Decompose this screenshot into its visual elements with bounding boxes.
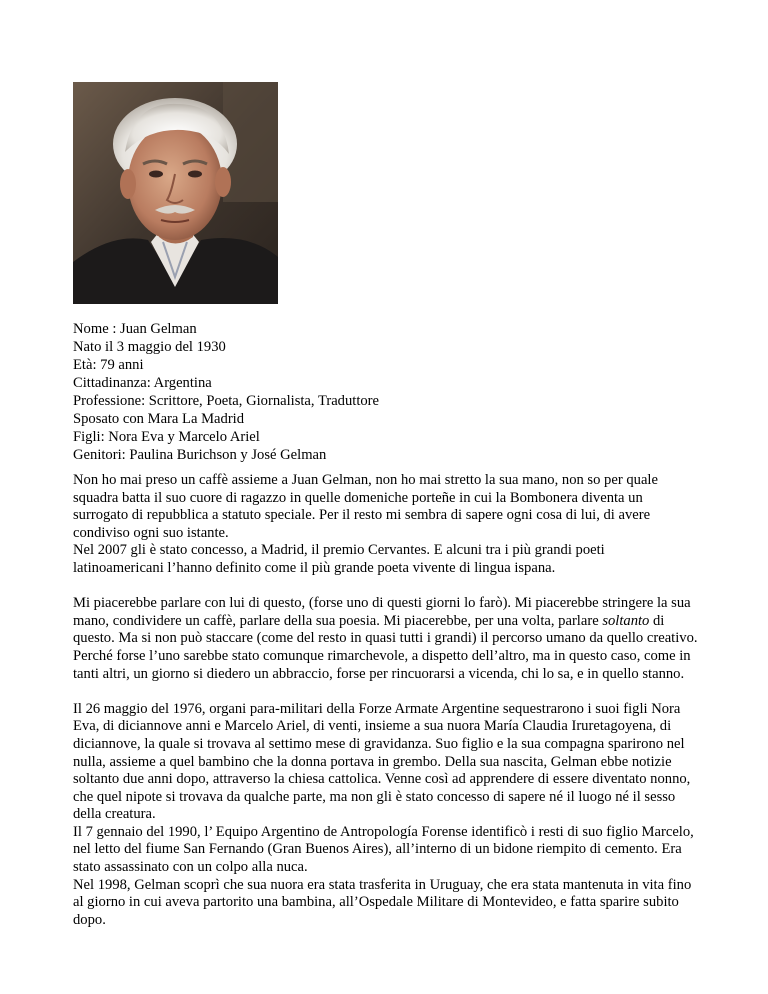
profile-profession: Professione: Scrittore, Poeta, Giornalista, Traduttore: [73, 393, 380, 409]
profile-info: [73, 320, 693, 464]
portrait-photo: [73, 82, 278, 304]
paragraph-intro: Non ho mai preso un caffè assieme a Juan Gelman, non ho mai stretto la sua mano, non so per quale squadra batta il suo cuore di ragazzo in quelle domeniche porteñe in cui la Bombonera diventa un surrogato di repubblica a statuto speciale. Per il resto mi sembra di sapere ogni cosa di lui, di avere condiviso ogni suo istante.: [73, 472, 658, 541]
profile-name: Nome : Juan Gelman: [73, 321, 197, 337]
profile-spouse: Sposato con Mara La Madrid: [73, 411, 245, 427]
paragraph-cervantes: Nel 2007 gli è stato concesso, a Madrid, il premio Cervantes. E alcuni tra i più grandi poeti latinoamericani l’hanno definito come il più grande poeta vivente di lingua ispana.: [73, 542, 605, 576]
paragraph-remains: Il 7 gennaio del 1990, l’ Equipo Argentino de Antropología Forense identificò i resti di suo figlio Marcelo, nel letto del fiume San Fernando (Gran Buenos Aires), all’interno di un bidone riempito di cemento. Era stato assassinato con un colpo alla nuca.: [73, 823, 694, 876]
profile-age: Età: 79 anni: [73, 357, 144, 373]
profile-parents: Genitori: Paulina Burichson y José Gelman: [73, 447, 327, 463]
profile-citizenship: Cittadinanza: Argentina: [73, 375, 212, 391]
emphasis-soltanto: soltanto: [602, 612, 650, 629]
article-body: [73, 472, 699, 929]
profile-birth: Nato il 3 maggio del 1930: [73, 339, 226, 355]
profile-children: Figli: Nora Eva y Marcelo Ariel: [73, 429, 260, 445]
paragraph-kidnapping: Il 26 maggio del 1976, organi para-militari della Forze Armate Argentine sequestrarono i suoi figli Nora Eva, di diciannove anni e Marcelo Ariel, di venti, insieme a sua nuora María Claudia Iruretagoyena, di diciannove, la quale si trovava al settimo mese di gravidanza. Suo figlio e la sua compagna sparirono nel nulla, assieme a quel bambino che la donna portava in grembo. Della sua nascita, Gelman ebbe notizie soltanto due anni dopo, attraverso la chiesa cattolica. Venne così ad apprendere di essere diventato nonno, che quel nipote si trovava da qualche parte, ma non gli è stato concesso di sapere né il luogo né il sesso della creatura.: [73, 700, 691, 823]
paragraph-uruguay: Nel 1998, Gelman scoprì che sua nuora era stata trasferita in Uruguay, che era stata mantenuta in vita fino al giorno in cui aveva partorito una bambina, all’Ospedale Militare di Montevideo, e fatta sparire subito dopo.: [73, 876, 692, 928]
paragraph-wish: Mi piacerebbe parlare con lui di questo, (forse uno di questi giorni lo farò). Mi piacerebbe stringere la sua mano, condividere un caffè, parlare della sua poesia. Mi piacerebbe, per una volta, parlare soltanto di questo. Ma si non può staccare (come del resto in quasi tutti i grandi) il percorso umano da quello creativo. Perché forse l’uno sarebbe stato comunque rimarchevole, a dispetto dell’altro, ma in questo caso, come in tanti altri, un giorno si diedero un abbraccio, forse per rincuorarsi a vicenda, chi lo sa, e in quello stanno.: [73, 595, 698, 682]
